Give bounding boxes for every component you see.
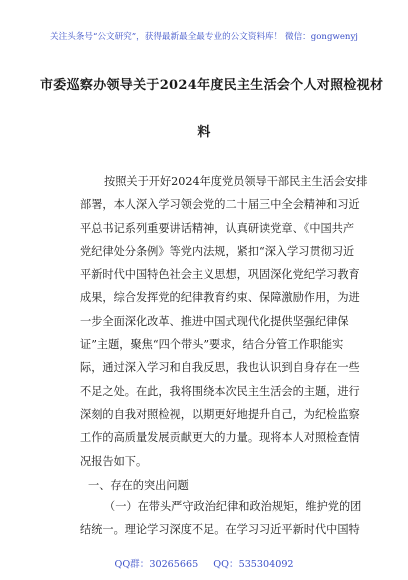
section-heading: 一、存在的突出问题	[88, 479, 189, 492]
text-line: 际，通过深入学习和自我反思，我也认识到自身存在一些	[80, 361, 360, 375]
footer-qq: QQ：535304092	[213, 559, 294, 570]
text-line: 按照关于开好2024年度党员领导干部民主生活会安排	[104, 175, 368, 188]
text-line: 党纪律处分条例》等党内法规，紧扣“深入学习贯彻习近	[80, 244, 355, 258]
text-line: 工作的高质量发展贡献更大的力量。现将本人对照检查情	[80, 431, 360, 445]
text-line: 一步全面深化改革、推进中国式现代化提供坚强纪律保	[80, 314, 349, 328]
document-title-line1: 市委巡察办领导关于2024年度民主生活会个人对照检视材	[40, 78, 384, 93]
text-line: 平新时代中国特色社会主义思想，巩固深化党纪学习教育	[80, 268, 360, 282]
footer-contact	[0, 556, 408, 570]
paragraph-intro	[80, 170, 382, 473]
text-line: 况报告如下。	[80, 454, 148, 468]
paragraph-section1	[80, 495, 382, 542]
document-title-line2: 料	[197, 125, 211, 140]
text-line: 结统一。理论学习深度不足。在学习习近平新时代中国特	[80, 523, 360, 537]
text-line: （一）在带头严守政治纪律和政治规矩，维护党的团	[104, 500, 362, 513]
text-line: 部署，本人深入学习领会党的二十届三中全会精神和习近	[80, 198, 360, 212]
text-line: 深刻的自我对照检视，以期更好地提升自己，为纪检监察	[80, 407, 360, 421]
text-line: 不足之处。在此，我将围绕本次民主生活会的主题，进行	[80, 384, 360, 398]
text-line: 平总书记系列重要讲话精神，认真研读党章、《中国共产	[80, 221, 355, 235]
text-line: 成果，综合发挥党的纪律教育约束、保障激励作用，为进	[80, 291, 360, 305]
text-line: 证”主题，聚焦“四个带头”要求，结合分管工作职能实	[80, 338, 344, 352]
header-note: 关注头条号“公文研究”，获得最新最全最专业的公文资料库！ 微信：gongwenyj	[50, 32, 358, 42]
footer-qq-group: QQ群：30265665	[114, 559, 199, 570]
